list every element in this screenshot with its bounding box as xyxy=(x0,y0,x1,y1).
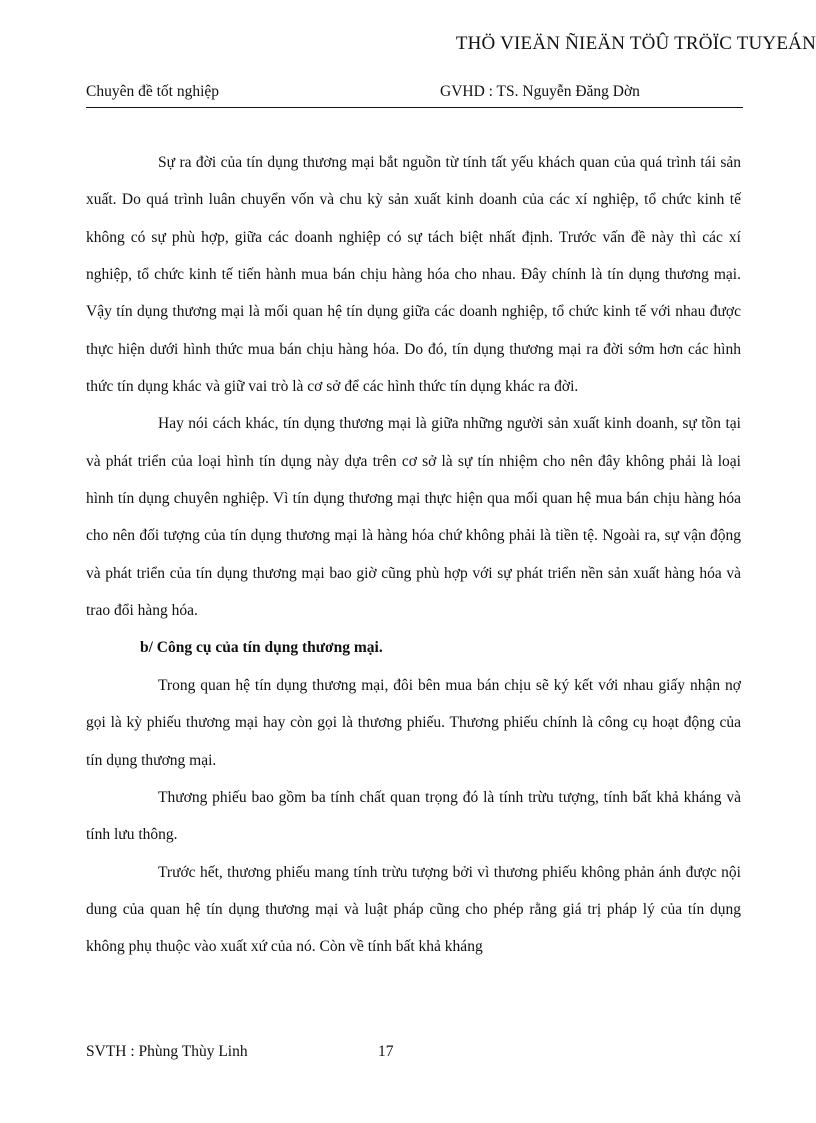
paragraph: Sự ra đời của tín dụng thương mại bắt nguồn từ tính tất yếu khách quan của quá trình tái sản xuất. Do quá trình luân chuyển vốn và chu kỳ sản xuất kinh doanh của các xí nghiệp, tổ chức kinh tế không có sự phù hợp, giữa các doanh nghiệp có sự tách biệt nhất định. Trước vấn đề này thì các xí nghiệp, tổ chức kinh tế tiến hành mua bán chịu hàng hóa cho nhau. Đây chính là tín dụng thương mại. Vậy tín dụng thương mại là mối quan hệ tín dụng giữa các doanh nghiệp, tổ chức kinh tế với nhau được thực hiện dưới hình thức mua bán chịu hàng hóa. Do đó, tín dụng thương mại ra đời sớm hơn các hình thức tín dụng khác và giữ vai trò là cơ sở để các hình thức tín dụng khác ra đời. xyxy=(86,154,741,396)
paragraph: Thương phiếu bao gồm ba tính chất quan trọng đó là tính trừu tượng, tính bất khả kháng và tính lưu thông. xyxy=(86,788,741,844)
page-number: 17 xyxy=(378,1043,394,1060)
header-supervisor: GVHD : TS. Nguyễn Đăng Dờn xyxy=(440,83,640,100)
section-heading: b/ Công cụ của tín dụng thương mại. xyxy=(140,639,383,657)
header-thesis-title: Chuyên đề tốt nghiệp xyxy=(86,83,220,100)
watermark-text: THÖ VIEÄN ÑIEÄN TÖÛ TRÖÏC TUYEÁN xyxy=(455,33,816,54)
document-body xyxy=(86,144,741,966)
footer-student: SVTH : Phùng Thùy Linh xyxy=(86,1043,248,1060)
paragraph: Trước hết, thương phiếu mang tính trừu tượng bởi vì thương phiếu không phản ánh được nội dung của quan hệ tín dụng thương mại và luật pháp cũng cho phép rằng giá trị pháp lý của tín dụng không phụ thuộc vào xuất xứ của nó. Còn về tính bất khả kháng xyxy=(86,863,741,956)
paragraph: Trong quan hệ tín dụng thương mại, đôi bên mua bán chịu sẽ ký kết với nhau giấy nhận nợ gọi là kỳ phiếu thương mại hay còn gọi là thương phiếu. Thương phiếu chính là công cụ hoạt động của tín dụng thương mại. xyxy=(86,676,741,769)
page-header xyxy=(86,83,743,108)
paragraph: Hay nói cách khác, tín dụng thương mại là giữa những người sản xuất kinh doanh, sự tồn tại và phát triển của loại hình tín dụng này dựa trên cơ sở là sự tín nhiệm cho nên đây không phải là loại hình tín dụng chuyên nghiệp. Vì tín dụng thương mại thực hiện qua mối quan hệ mua bán chịu hàng hóa cho nên đối tượng của tín dụng thương mại là hàng hóa chứ không phải là tiền tệ. Ngoài ra, sự vận động và phát triển của tín dụng thương mại bao giờ cũng phù hợp với sự phát triển nền sản xuất hàng hóa và trao đổi hàng hóa. xyxy=(86,415,741,620)
